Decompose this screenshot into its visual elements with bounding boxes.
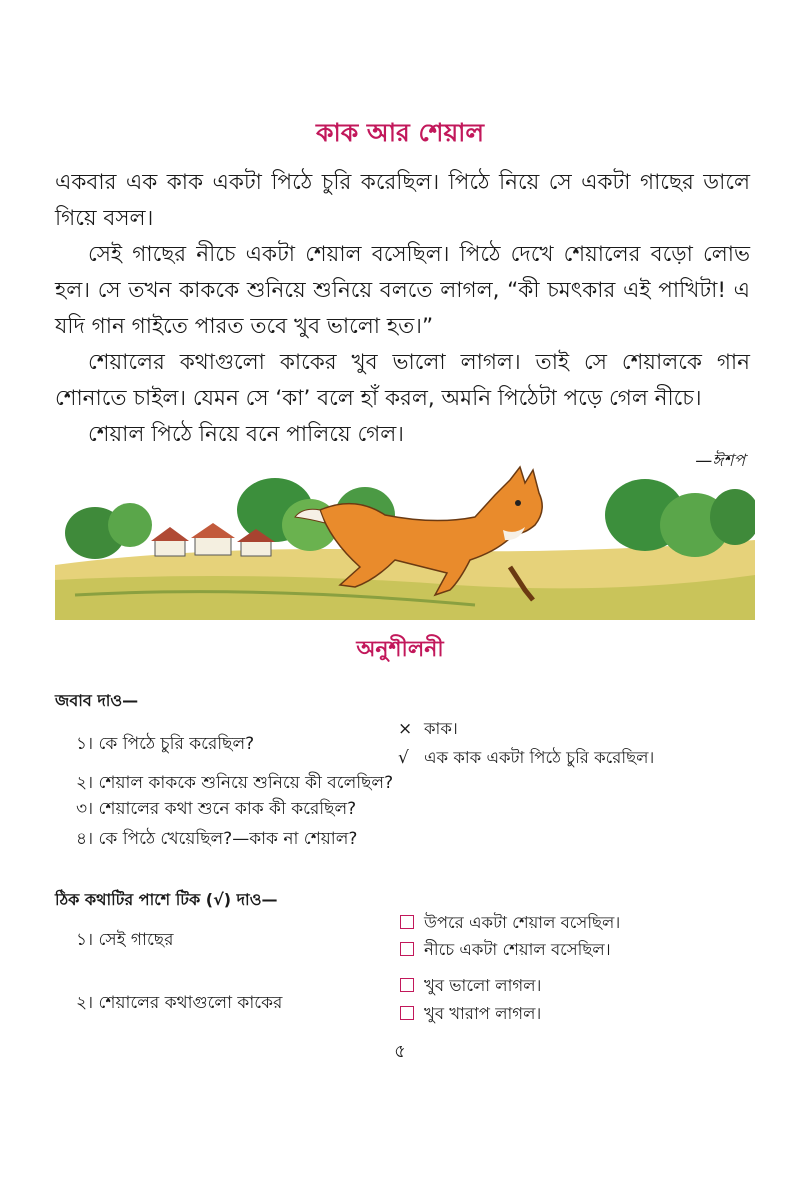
- question-4: ৪। কে পিঠে খেয়েছিল?—কাক না শেয়াল?: [76, 829, 358, 849]
- tick-option[interactable]: নীচে একটা শেয়াল বসেছিল।: [400, 937, 611, 964]
- story-paragraph: শেয়ালের কথাগুলো কাকের খুব ভালো লাগল। তাই সে শেয়ালকে গান শোনাতে চাইল। যেমন সে ‘কা’ বলে হাঁ করল, অমনি পিঠেটা পড়ে গেল নীচে।: [55, 350, 750, 411]
- story-paragraph: সেই গাছের নীচে একটা শেয়াল বসেছিল। পিঠে দেখে শেয়ালের বড়ো লোভ হল। সে তখন কাককে শুনিয়ে শুনিয়ে বলতে লাগল, “কী চমৎকার এই পাখিটা! এ যদি গান গাইতে পারত তবে খুব ভালো হত।”: [55, 242, 750, 339]
- checkbox-icon[interactable]: [400, 915, 414, 929]
- story-title: কাক আর শেয়াল: [315, 118, 485, 147]
- tick-question-1: ১। সেই গাছের: [76, 930, 174, 950]
- checkbox-icon[interactable]: [400, 942, 414, 956]
- story-paragraph: শেয়াল পিঠে নিয়ে বনে পালিয়ে গেল।: [88, 422, 404, 447]
- cross-mark-icon: ×: [398, 719, 413, 739]
- tick-option[interactable]: খুব ভালো লাগল।: [400, 973, 541, 1000]
- question-2: ২। শেয়াল কাককে শুনিয়ে শুনিয়ে কী বলেছিল?: [76, 773, 394, 793]
- author-credit: —ঈশপ: [695, 451, 745, 471]
- fox-running-illustration: [55, 455, 755, 620]
- question-3: ৩। শেয়ালের কথা শুনে কাক কী করেছিল?: [76, 799, 357, 819]
- tick-option[interactable]: খুব খারাপ লাগল।: [400, 1001, 541, 1028]
- example-answer-wrong: × কাক।: [398, 719, 458, 739]
- example-answer-correct: √ এক কাক একটা পিঠে চুরি করেছিল।: [398, 748, 655, 768]
- checkbox-icon[interactable]: [400, 1006, 414, 1020]
- tick-option[interactable]: উপরে একটা শেয়াল বসেছিল।: [400, 910, 620, 937]
- story-paragraph: একবার এক কাক একটা পিঠে চুরি করেছিল। পিঠে নিয়ে সে একটা গাছের ডালে গিয়ে বসল।: [55, 170, 750, 231]
- section2-heading: ঠিক কথাটির পাশে টিক (√) দাও—: [55, 890, 278, 909]
- checkbox-icon[interactable]: [400, 978, 414, 992]
- section1-heading: জবাব দাও—: [55, 691, 139, 710]
- story-text: [55, 165, 750, 453]
- exercise-title: অনুশীলনী: [356, 637, 444, 662]
- question-1: ১। কে পিঠে চুরি করেছিল?: [76, 734, 255, 754]
- page-number: ৫: [394, 1041, 406, 1062]
- tick-mark-icon: √: [398, 748, 409, 768]
- tick-question-2: ২। শেয়ালের কথাগুলো কাকের: [76, 993, 283, 1013]
